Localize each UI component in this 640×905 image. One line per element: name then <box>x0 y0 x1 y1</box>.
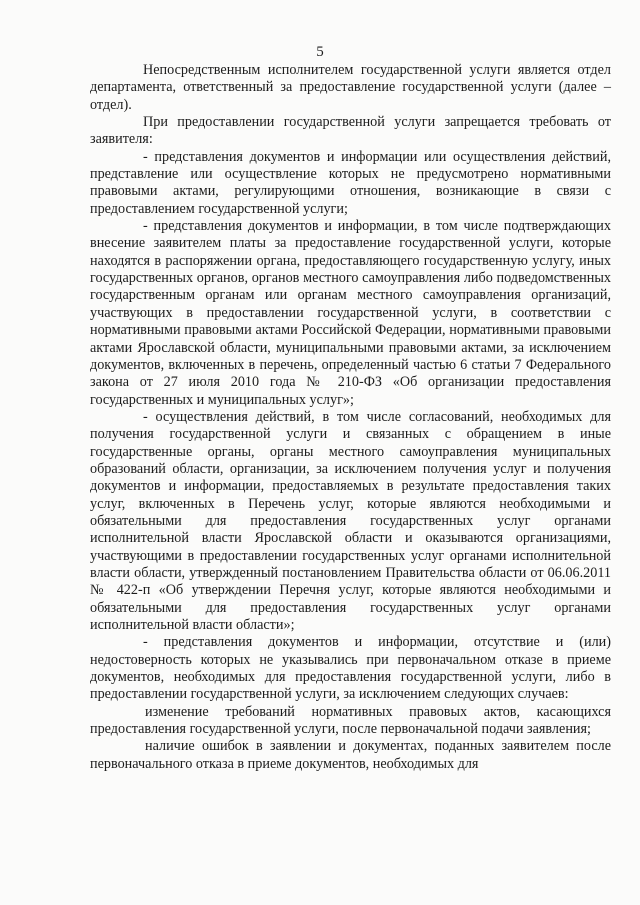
paragraph-prohibition-intro: При предоставлении государственной услуги запрещается требовать от заявителя: <box>90 114 611 148</box>
document-body <box>90 62 611 773</box>
paragraph-item-documents: - представления документов и информации, в том числе подтверждающих внесение заявителем платы за предоставление государственной услуги, которые находятся в распоряжении органа, предоставляющего государственную услугу, иных государственных органов, органов местного самоуправления либо подведомственных государственным органам или органам местного самоуправления организаций, участвующих в предоставлении государственной услуги, в соответствии с нормативными правовыми актами Российской Федерации, нормативными правовыми актами Ярославской области, муниципальными правовыми актами, за исключением документов, включенных в перечень, определенный частью 6 статьи 7 Федерального закона от 27 июля 2010 года № 210-ФЗ «Об организации предоставления государственных и муниципальных услуг»; <box>90 218 611 408</box>
paragraph-case-errors: наличие ошибок в заявлении и документах, поданных заявителем после первоначального отказа в приеме документов, необходимых для <box>90 738 611 772</box>
page-number: 5 <box>316 44 324 60</box>
paragraph-case-requirements-change: изменение требований нормативных правовых актов, касающихся предоставления государственной услуги, после первоначальной подачи заявления; <box>90 703 611 738</box>
paragraph-item-missing-info: - представления документов и информации, отсутствие и (или) недостоверность которых не указывались при первоначальном отказе в приеме документов, необходимых для предоставления государственной услуги, либо в предоставлении государственной услуги, за исключением следующих случаев: <box>90 634 611 703</box>
paragraph-executor: Непосредственным исполнителем государственной услуги является отдел департамента, ответственный за предоставление государственной услуги (далее – отдел). <box>90 62 611 113</box>
paragraph-item-approvals: - осуществления действий, в том числе согласований, необходимых для получения государственной услуги и связанных с обращением в иные государственные органы, органы местного самоуправления муниципальных образований области, организации, за исключением получения услуг и получения документов и информации, предоставляемых в результате предоставления таких услуг, включенных в Перечень услуг, которые являются необходимыми и обязательными для предоставления государственных услуг органами исполнительной власти Ярославской области и оказываются организациями, участвующими в предоставлении государственных услуг органами исполнительной власти области, утвержденный постановлением Правительства области от 06.06.2011 № 422-п «Об утверждении Перечня услуг, которые являются необходимыми и обязательными для предоставления государственных услуг органами исполнительной власти области»; <box>90 408 611 633</box>
paragraph-item-actions: - представления документов и информации или осуществления действий, представление или осуществление которых не предусмотрено нормативными правовыми актами, регулирующими отношения, возникающие в связи с предоставлением государственной услуги; <box>90 148 611 217</box>
